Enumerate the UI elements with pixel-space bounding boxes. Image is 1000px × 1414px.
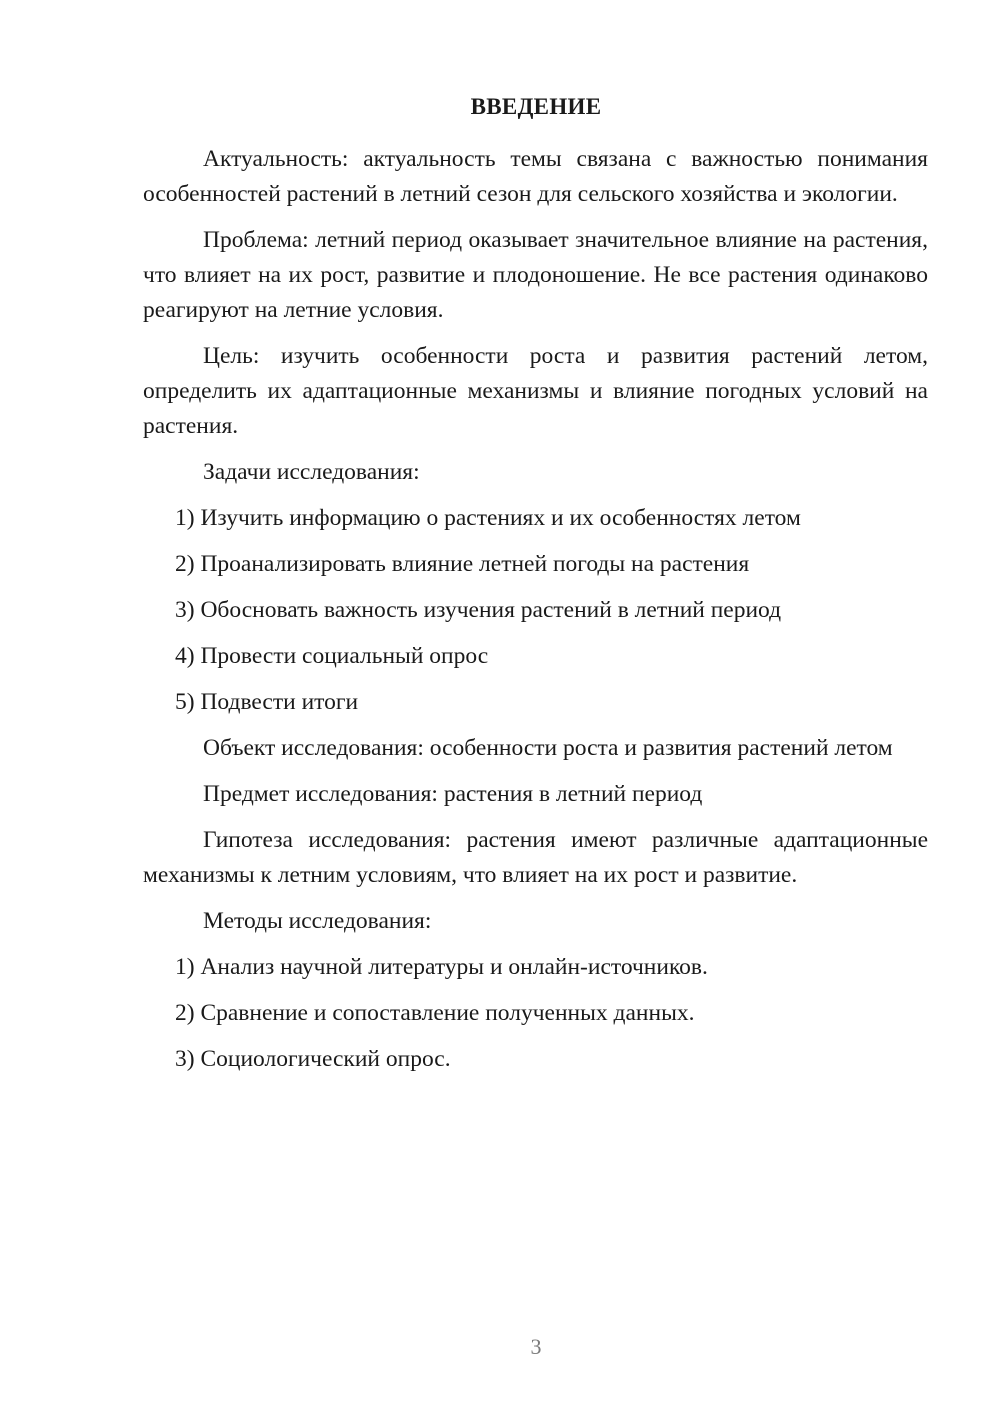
page-title: ВВЕДЕНИЕ (470, 94, 602, 119)
list-item: 2) Проанализировать влияние летней погоды на растения (175, 551, 750, 577)
methods-list (143, 950, 928, 1077)
list-item: 2) Сравнение и сопоставление полученных данных. (175, 1000, 695, 1026)
list-item: 1) Изучить информацию о растениях и их особенностях летом (175, 505, 801, 531)
list-item: 3) Обосновать важность изучения растений в летний период (175, 597, 782, 623)
subject-paragraph: Предмет исследования: растения в летний период (203, 781, 703, 807)
list-item: 1) Анализ научной литературы и онлайн-источников. (175, 954, 708, 980)
list-item: 3) Социологический опрос. (175, 1046, 451, 1072)
methods-heading: Методы исследования: (203, 908, 432, 934)
list-item: 4) Провести социальный опрос (175, 643, 489, 669)
hypothesis-paragraph: Гипотеза исследования: растения имеют различные адаптационные механизмы к летним условиям, что влияет на их рост и развитие. (143, 827, 928, 888)
document-body (143, 142, 928, 1088)
problem-paragraph: Проблема: летний период оказывает значительное влияние на растения, что влияет на их рост, развитие и плодоношение. Не все растения одинаково реагируют на летние условия. (143, 227, 928, 323)
tasks-heading: Задачи исследования: (203, 459, 420, 485)
list-item: 5) Подвести итоги (175, 689, 359, 715)
object-paragraph: Объект исследования: особенности роста и развития растений летом (203, 735, 893, 761)
relevance-paragraph: Актуальность: актуальность темы связана с важностью понимания особенностей растений в летний сезон для сельского хозяйства и экологии. (143, 146, 928, 207)
goal-paragraph: Цель: изучить особенности роста и развития растений летом, определить их адаптационные механизмы и влияние погодных условий на растения. (143, 343, 928, 439)
page-number: 3 (530, 1334, 542, 1359)
tasks-list (143, 501, 928, 720)
